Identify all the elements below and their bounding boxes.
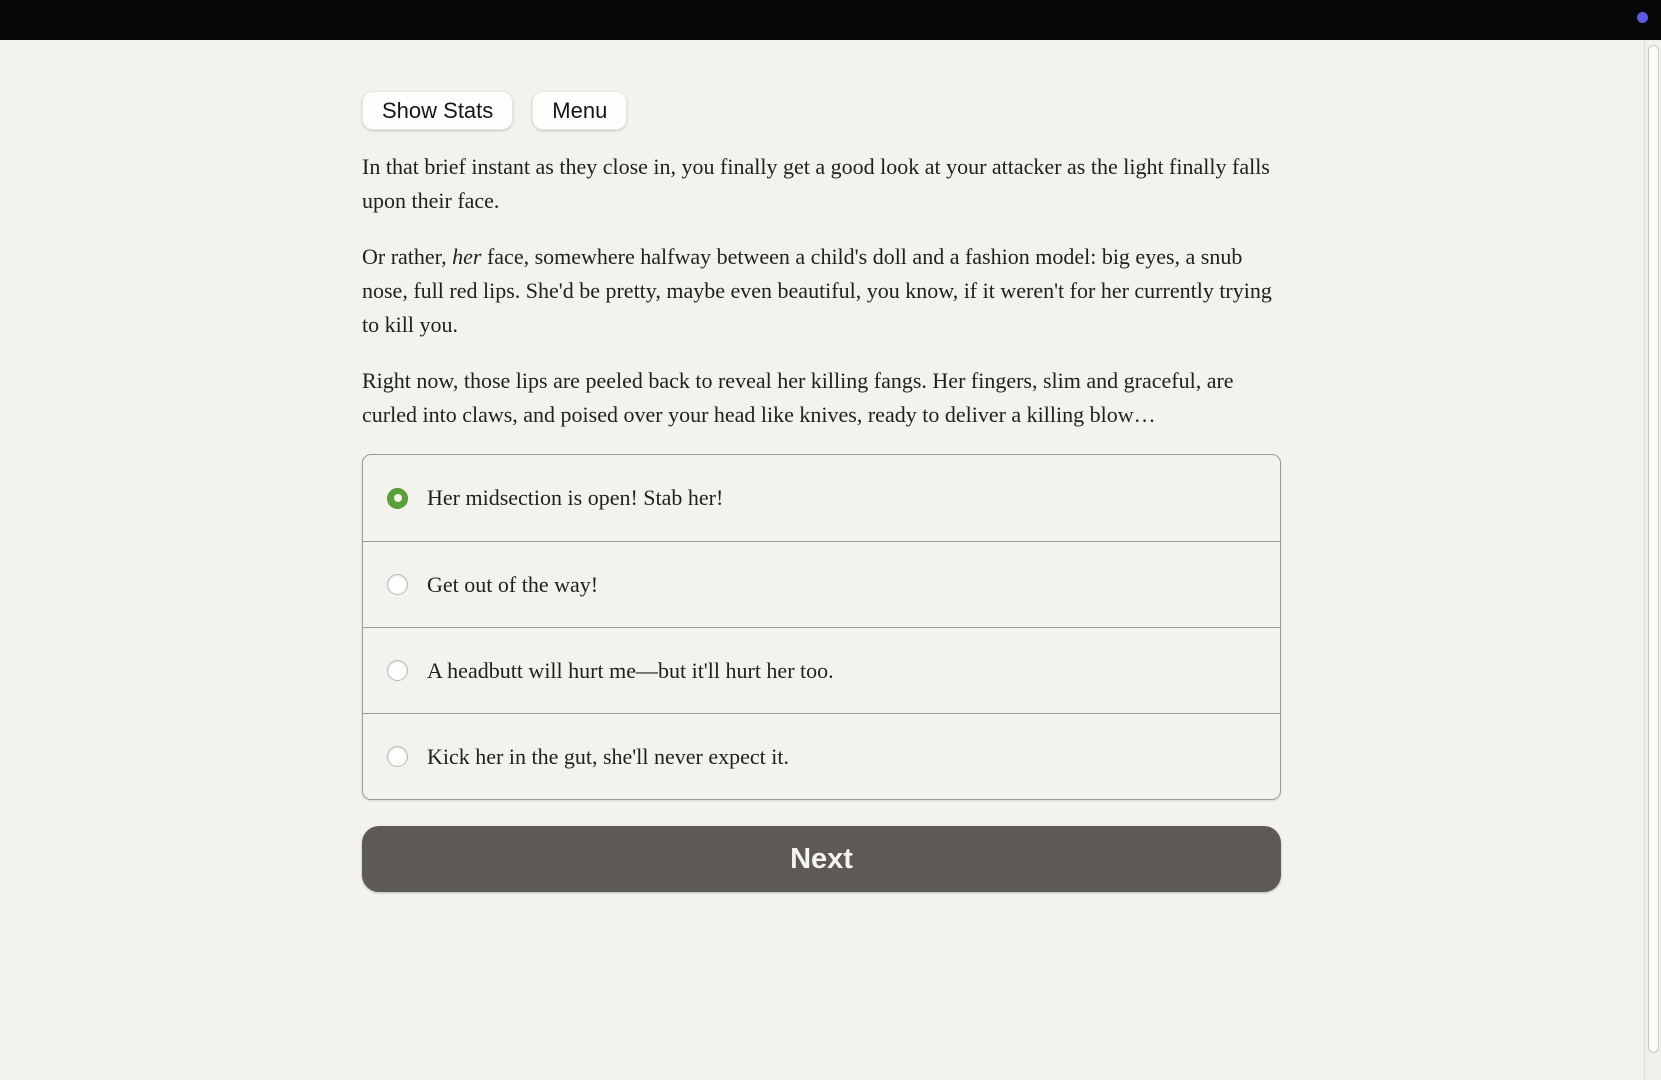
choice-option-1[interactable] — [363, 455, 1280, 541]
scrollbar-thumb[interactable] — [1648, 45, 1659, 1053]
story-paragraph-1: In that brief instant as they close in, you finally get a good look at your attacker as the light finally falls upon their face. — [362, 154, 1270, 213]
main-content — [362, 40, 1281, 892]
choice-option-4-label: Kick her in the gut, she'll never expect it. — [427, 743, 789, 769]
radio-unselected-icon[interactable] — [387, 746, 408, 767]
toolbar — [362, 91, 1281, 130]
scrollbar-track[interactable] — [1644, 40, 1661, 1080]
choice-option-1-label: Her midsection is open! Stab her! — [427, 485, 724, 510]
story-paragraph-2-italic: her — [452, 244, 482, 269]
radio-unselected-icon[interactable] — [387, 574, 408, 595]
choice-option-2[interactable] — [363, 541, 1280, 627]
story-paragraph-2-prefix: Or rather, — [362, 244, 453, 269]
choice-group — [362, 454, 1281, 800]
next-button[interactable]: Next — [362, 826, 1281, 892]
top-bar — [0, 0, 1661, 40]
show-stats-button[interactable]: Show Stats — [362, 91, 513, 130]
radio-unselected-icon[interactable] — [387, 660, 408, 681]
story-paragraph-2 — [362, 240, 1281, 342]
menu-button[interactable]: Menu — [532, 91, 627, 130]
story-paragraph-3: Right now, those lips are peeled back to reveal her killing fangs. Her fingers, slim and graceful, are curled into claws, and poised over your head like knives, ready to deliver a killing blow… — [362, 368, 1234, 427]
choice-option-3-label: A headbutt will hurt me—but it'll hurt her too. — [427, 657, 834, 683]
choice-option-4[interactable] — [363, 713, 1280, 799]
story-text — [362, 150, 1281, 432]
choice-option-2-label: Get out of the way! — [427, 571, 599, 597]
status-dot — [1637, 12, 1648, 23]
choice-option-3[interactable] — [363, 627, 1280, 713]
radio-selected-icon[interactable] — [387, 488, 408, 509]
story-paragraph-2-suffix: face, somewhere halfway between a child's doll and a fashion model: big eyes, a snub nose, full red lips. She'd be pretty, maybe even beautiful, you know, if it weren't for her currently trying to kill you. — [362, 244, 1272, 337]
